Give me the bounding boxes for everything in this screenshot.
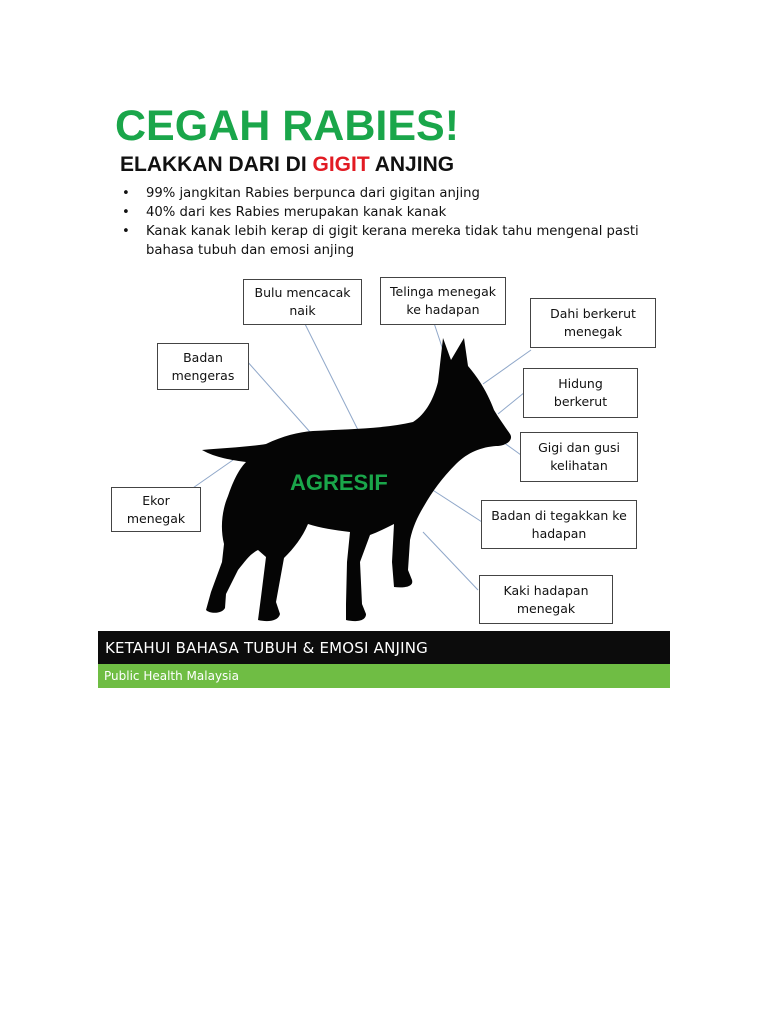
callout-telinga: Telinga menegak ke hadapan — [380, 277, 506, 325]
footer-source: Public Health Malaysia — [104, 669, 239, 683]
fact-text: 99% jangkitan Rabies berpunca dari gigitan anjing — [146, 186, 480, 201]
callout-gigi: Gigi dan gusi kelihatan — [520, 432, 638, 482]
poster-title: CEGAH RABIES! — [115, 102, 460, 150]
connector-badan-tegak — [428, 487, 482, 522]
connector-ekor — [190, 460, 233, 490]
connector-badan — [246, 360, 310, 432]
connector-hidung — [498, 392, 525, 414]
callout-badan-tegak: Badan di tegakkan ke hadapan — [481, 500, 637, 549]
subtitle-prefix: ELAKKAN DARI DI — [120, 153, 313, 176]
connector-kaki — [423, 532, 478, 590]
rabies-poster — [98, 92, 670, 689]
callout-ekor: Ekor menegak — [111, 487, 201, 532]
callout-badan: Badan mengeras — [157, 343, 249, 390]
footer-source-bar — [98, 664, 670, 688]
fact-text: Kanak kanak lebih kerap di gigit kerana mereka tidak tahu mengenal pasti bahasa tubuh dan emosi anjing — [146, 224, 639, 258]
bullet-icon: • — [122, 186, 130, 201]
connector-bulu — [303, 320, 358, 430]
footer-title: KETAHUI BAHASA TUBUH & EMOSI ANJING — [105, 638, 428, 657]
footer-title-bar — [98, 631, 670, 664]
aggressive-label: AGRESIF — [290, 470, 388, 495]
bullet-icon: • — [122, 224, 130, 239]
callout-kaki: Kaki hadapan menegak — [479, 575, 613, 624]
callout-bulu: Bulu mencacak naik — [243, 279, 362, 325]
callout-hidung: Hidung berkerut — [523, 368, 638, 418]
callout-dahi: Dahi berkerut menegak — [530, 298, 656, 348]
fact-text: 40% dari kes Rabies merupakan kanak kanak — [146, 205, 447, 220]
subtitle-highlight: GIGIT — [312, 153, 370, 176]
bullet-icon: • — [122, 205, 130, 220]
subtitle-suffix: ANJING — [369, 153, 455, 176]
